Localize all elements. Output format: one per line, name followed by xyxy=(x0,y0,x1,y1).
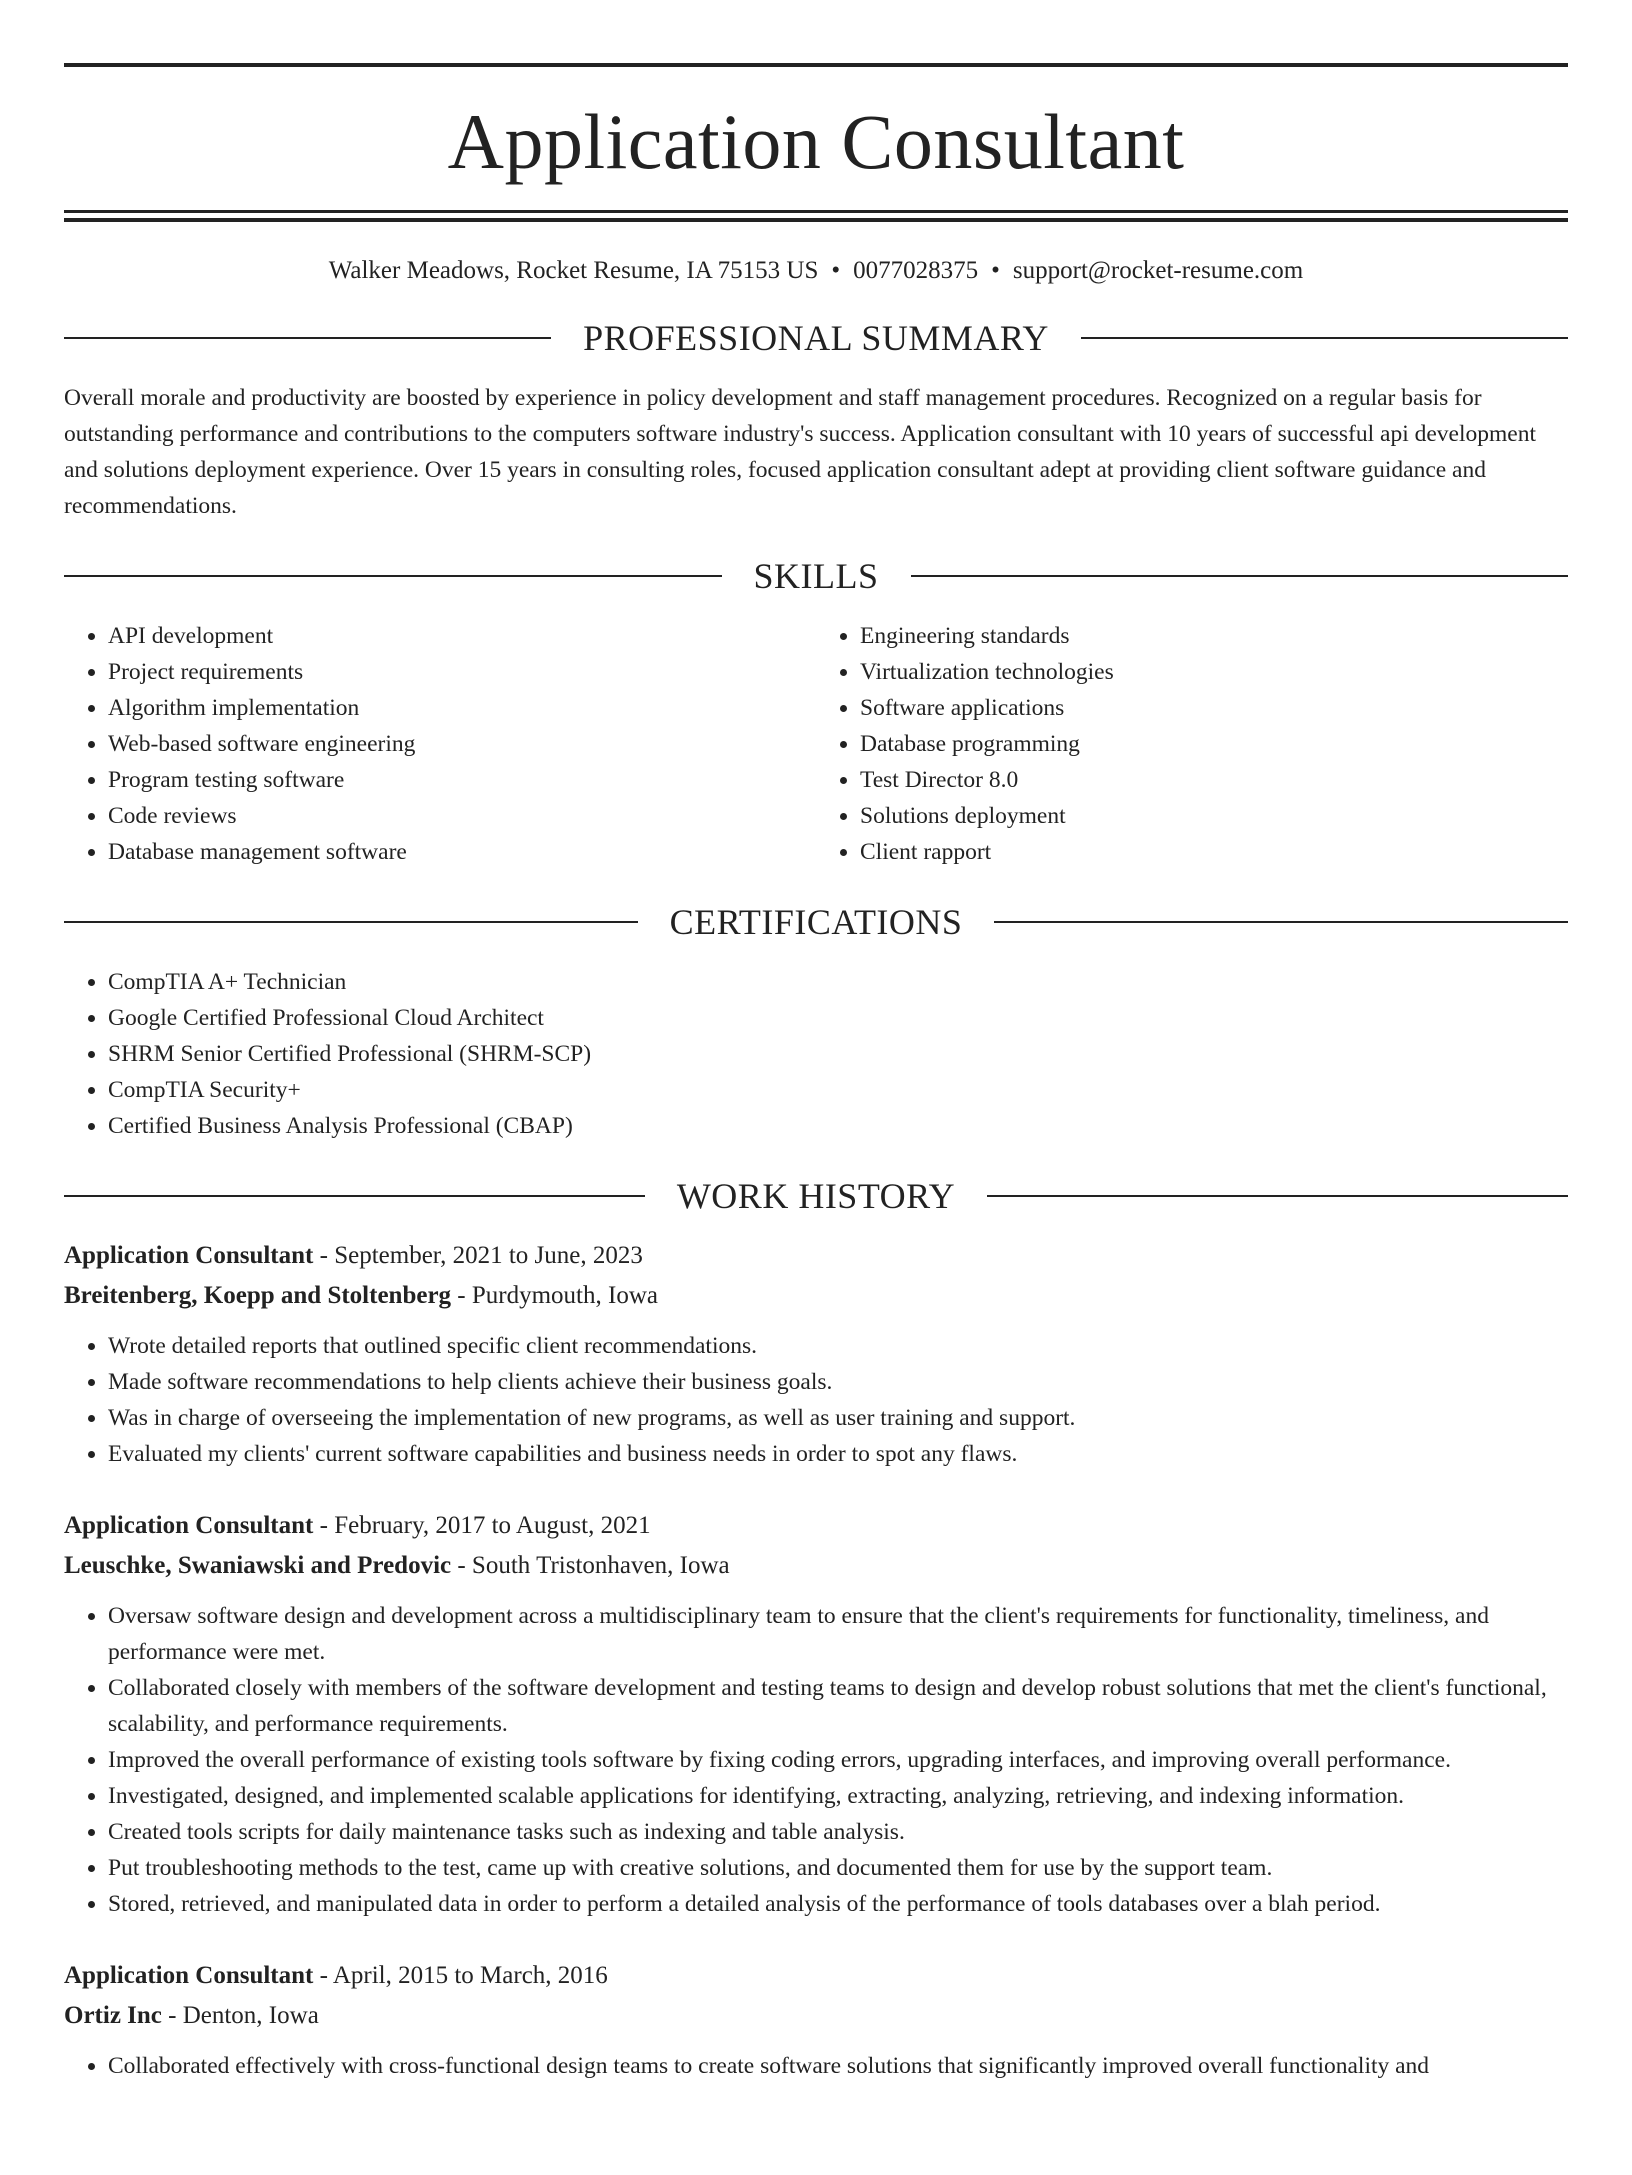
skill-item: • Client rapport xyxy=(860,834,1568,870)
skills-list-right xyxy=(816,618,1568,870)
skill-item: • Test Director 8.0 xyxy=(860,762,1568,798)
contact-separator: • xyxy=(831,257,841,284)
certification-item: • Google Certified Professional Cloud Architect xyxy=(108,1000,1568,1036)
job-company: Leuschke, Swaniawski and Predovic xyxy=(64,1552,452,1579)
skill-item: • Solutions deployment xyxy=(860,798,1568,834)
job-location: - South Tristonhaven, Iowa xyxy=(451,1552,730,1579)
job-role: Application Consultant xyxy=(64,1242,314,1269)
job-company-line xyxy=(64,1996,1568,2036)
contact-address: Walker Meadows, Rocket Resume, IA 75153 US xyxy=(328,257,819,284)
top-rule xyxy=(64,63,1568,67)
skill-item: • Database programming xyxy=(860,726,1568,762)
heading-rule xyxy=(987,1195,1568,1197)
heading-rule xyxy=(64,1195,645,1197)
skill-item: • Database management software xyxy=(108,834,816,870)
job-role-line xyxy=(64,1506,1568,1546)
skills-column-right xyxy=(816,618,1568,870)
skills-list-left xyxy=(64,618,816,870)
job-bullet: • Wrote detailed reports that outlined specific client recommendations. xyxy=(108,1328,1568,1364)
certification-item: • CompTIA Security+ xyxy=(108,1072,1568,1108)
skill-item: • Program testing software xyxy=(108,762,816,798)
certification-item: • CompTIA A+ Technician xyxy=(108,964,1568,1000)
section-title: WORK HISTORY xyxy=(676,1176,956,1216)
heading-rule xyxy=(64,575,722,577)
certification-item: • SHRM Senior Certified Professional (SHRM-SCP) xyxy=(108,1036,1568,1072)
job-bullet: • Was in charge of overseeing the implementation of new programs, as well as user training and support. xyxy=(108,1400,1568,1436)
job-bullets xyxy=(64,1598,1568,1922)
skill-item: • Code reviews xyxy=(108,798,816,834)
section-title: SKILLS xyxy=(753,556,879,596)
heading-rule xyxy=(1081,337,1568,339)
title-double-rule xyxy=(64,210,1568,222)
contact-phone: 0077028375 xyxy=(853,257,979,284)
skill-item: • Virtualization technologies xyxy=(860,654,1568,690)
section-title: PROFESSIONAL SUMMARY xyxy=(583,318,1049,358)
skill-item: • Project requirements xyxy=(108,654,816,690)
resume-page xyxy=(0,63,1632,2175)
job-entry xyxy=(64,1236,1568,1472)
heading-rule xyxy=(911,575,1569,577)
contact-email: support@rocket-resume.com xyxy=(1012,257,1304,284)
job-company-line xyxy=(64,1546,1568,1586)
summary-text: Overall morale and productivity are boosted by experience in policy development and staff management procedures. Recognized on a regular basis for outstanding performance and contributions to the computers software industry's success. Application consultant with 10 years of successful api development and solutions deployment experience. Over 15 years in consulting roles, focused application consultant adept at providing client software guidance and recommendations. xyxy=(64,385,1536,519)
job-bullet: • Improved the overall performance of existing tools software by fixing coding errors, upgrading interfaces, and improving overall performance. xyxy=(108,1742,1568,1778)
job-company: Ortiz Inc xyxy=(64,2002,162,2029)
heading-rule xyxy=(994,921,1568,923)
job-company: Breitenberg, Koepp and Stoltenberg xyxy=(64,1282,452,1309)
job-bullets xyxy=(64,2048,1568,2084)
resume-title: Application Consultant xyxy=(447,98,1185,185)
job-bullet: • Collaborated effectively with cross-functional design teams to create software solutions that significantly improved overall functionality and xyxy=(108,2048,1568,2084)
skill-item: • Engineering standards xyxy=(860,618,1568,654)
job-entry xyxy=(64,1956,1568,2084)
job-bullet: • Oversaw software design and development across a multidisciplinary team to ensure that the client's requirements for functionality, timeliness, and performance were met. xyxy=(108,1598,1568,1670)
section-heading-certifications xyxy=(64,904,1568,940)
section-heading-work-history xyxy=(64,1178,1568,1214)
job-bullet: • Investigated, designed, and implemented scalable applications for identifying, extracting, analyzing, retrieving, and indexing information. xyxy=(108,1778,1568,1814)
job-location: - Purdymouth, Iowa xyxy=(451,1282,658,1309)
job-dates: - September, 2021 to June, 2023 xyxy=(313,1242,643,1269)
certification-item: • Certified Business Analysis Professional (CBAP) xyxy=(108,1108,1568,1144)
job-bullet: • Created tools scripts for daily maintenance tasks such as indexing and table analysis. xyxy=(108,1814,1568,1850)
heading-rule xyxy=(64,921,638,923)
heading-rule xyxy=(64,337,551,339)
job-bullet: • Made software recommendations to help clients achieve their business goals. xyxy=(108,1364,1568,1400)
job-dates: - February, 2017 to August, 2021 xyxy=(313,1512,651,1539)
job-bullet: • Evaluated my clients' current software capabilities and business needs in order to spot any flaws. xyxy=(108,1436,1568,1472)
job-role-line xyxy=(64,1956,1568,1996)
contact-line xyxy=(64,256,1568,286)
skills-grid xyxy=(64,618,1568,870)
skill-item: • Algorithm implementation xyxy=(108,690,816,726)
certifications xyxy=(64,964,1568,1144)
skill-item: • Web-based software engineering xyxy=(108,726,816,762)
job-bullet: • Put troubleshooting methods to the test, came up with creative solutions, and documented them for use by the support team. xyxy=(108,1850,1568,1886)
job-bullet: • Stored, retrieved, and manipulated data in order to perform a detailed analysis of the performance of tools databases over a blah period. xyxy=(108,1886,1568,1922)
job-location: - Denton, Iowa xyxy=(161,2002,319,2029)
contact-separator: • xyxy=(991,257,1000,284)
skill-item: • Software applications xyxy=(860,690,1568,726)
job-role-line xyxy=(64,1236,1568,1276)
skill-item: • API development xyxy=(108,618,816,654)
job-dates: - April, 2015 to March, 2016 xyxy=(313,1962,608,1989)
job-bullet: • Collaborated closely with members of the software development and testing teams to design and develop robust solutions that met the client's functional, scalability, and performance requirements. xyxy=(108,1670,1568,1742)
skills-column-left xyxy=(64,618,816,870)
certifications-list xyxy=(64,964,1568,1144)
section-heading-skills xyxy=(64,558,1568,594)
section-title: CERTIFICATIONS xyxy=(669,902,963,942)
section-heading-summary xyxy=(64,320,1568,356)
job-bullets xyxy=(64,1328,1568,1472)
job-role: Application Consultant xyxy=(64,1962,314,1989)
job-company-line xyxy=(64,1276,1568,1316)
job-entry xyxy=(64,1506,1568,1922)
job-role: Application Consultant xyxy=(64,1512,314,1539)
